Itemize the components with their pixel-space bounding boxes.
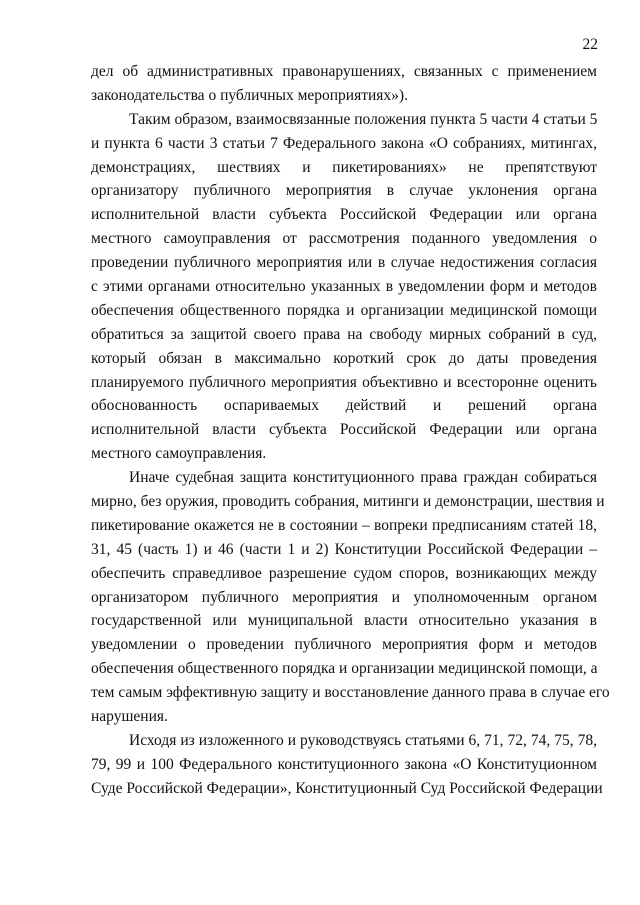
text-line: тем самым эффективную защиту и восстановление данного права в случае его: [91, 684, 610, 702]
text-line: с этими органами относительно указанных в уведомлении форм и методов: [91, 278, 597, 296]
page-number: 22: [582, 36, 598, 53]
text-line: планируемого публичного мероприятия объективно и всесторонне оценить: [91, 373, 597, 391]
text-line: и пункта 6 части 3 статьи 7 Федерального закона «О собраниях, митингах,: [91, 134, 597, 152]
text-line: проведении публичного мероприятия или в случае недостижения согласия: [91, 254, 597, 272]
text-line: который обязан в максимально короткий срок до даты проведения: [91, 349, 597, 367]
text-line: обратиться за защитой своего права на свободу мирных собраний в суд,: [91, 325, 597, 343]
document-body: [91, 60, 610, 801]
text-line: 79, 99 и 100 Федерального конституционного закона «О Конституционном: [91, 755, 597, 773]
text-line: дел об административных правонарушениях, связанных с применением: [91, 63, 597, 80]
text-line: местного самоуправления.: [91, 445, 267, 463]
text-line: обоснованность оспариваемых действий и решений органа: [91, 397, 597, 415]
text-line: обеспечить справедливое разрешение судом споров, возникающих между: [91, 564, 597, 582]
text-line: государственной или муниципальной власти относительно указания в: [91, 612, 597, 630]
text-line: организатору публичного мероприятия в случае уклонения органа: [91, 182, 597, 200]
text-line: нарушения.: [91, 708, 168, 726]
text-line: уведомлении о проведении публичного мероприятия форм и методов: [91, 636, 597, 654]
text-line: Таким образом, взаимосвязанные положения пункта 5 части 4 статьи 5: [129, 110, 598, 128]
text-line: демонстрациях, шествиях и пикетированиях» не препятствуют: [91, 158, 597, 176]
text-line: обеспечения общественного порядка и организации медицинской помощи: [91, 301, 597, 319]
text-line: местного самоуправления от рассмотрения поданного уведомления о: [91, 230, 597, 248]
text-line: Иначе судебная защита конституционного права граждан собираться: [129, 469, 597, 487]
text-line: пикетирование окажется не в состоянии – вопреки предписаниям статей 18,: [91, 516, 597, 534]
text-line: исполнительной власти субъекта Российской Федерации или органа: [91, 421, 597, 439]
text-line: законодательства о публичных мероприятиях»).: [91, 86, 408, 104]
text-line: обеспечения общественного порядка и организации медицинской помощи, а: [91, 660, 598, 678]
text-line: Исходя из изложенного и руководствуясь статьями 6, 71, 72, 74, 75, 78,: [129, 731, 597, 749]
text-line: 31, 45 (часть 1) и 46 (части 1 и 2) Конституции Российской Федерации –: [91, 540, 597, 558]
text-line: мирно, без оружия, проводить собрания, митинги и демонстрации, шествия и: [91, 493, 605, 511]
text-line: исполнительной власти субъекта Российской Федерации или органа: [91, 206, 597, 224]
text-line: Суде Российской Федерации», Конституционный Суд Российской Федерации: [91, 779, 603, 797]
text-line: организатором публичного мероприятия и уполномоченным органом: [91, 588, 597, 606]
